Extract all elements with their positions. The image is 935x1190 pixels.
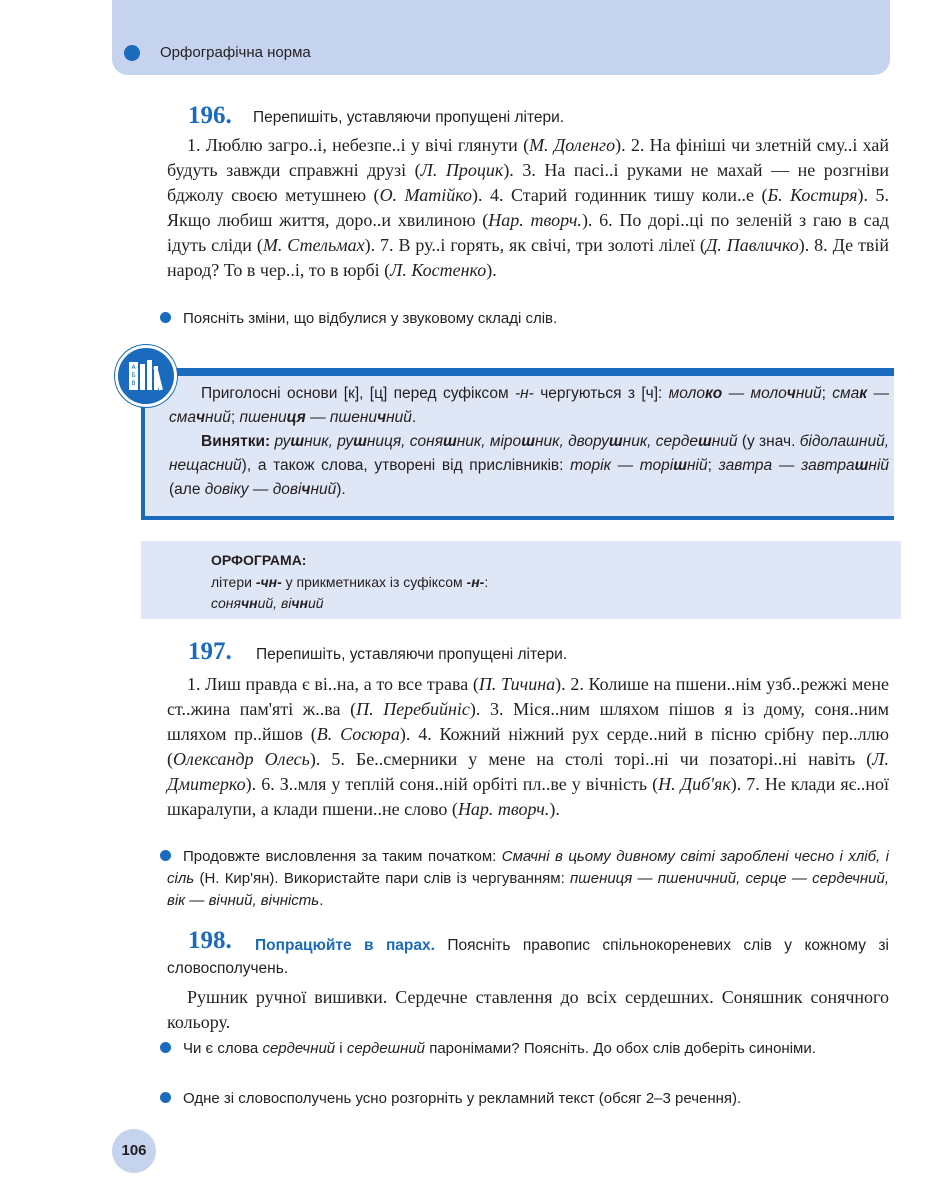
text-segment: ник, ру — [304, 433, 354, 450]
bullet-icon — [160, 850, 171, 861]
text-segment: Нар. творч. — [488, 210, 582, 230]
text-segment: Л. Процик — [420, 160, 504, 180]
text-segment: ш — [673, 457, 688, 474]
text-segment: ник, серде — [622, 433, 698, 450]
bullet-text — [167, 848, 889, 909]
text-segment: — — [867, 385, 889, 402]
text-segment: Смачні в цьому дивному світі зароблені чесно і хліб, і сіль — [167, 848, 890, 887]
exercise-196-text — [167, 133, 889, 283]
text-segment: (але — [169, 481, 205, 498]
exercise-198-number: 198. — [188, 927, 232, 954]
page-header — [112, 0, 890, 75]
exercise-198-task-text: Поясніть правопис спільнокореневих слів у кожному зі словосполучень. — [167, 937, 889, 977]
text-segment: моло — [750, 385, 787, 402]
text-segment: Н. Диб'як — [658, 774, 731, 794]
text-segment: ник, міро — [456, 433, 522, 450]
exercise-196-number: 196. — [188, 102, 232, 129]
exercise-198-bullet-1 — [167, 1038, 889, 1060]
text-segment: ний — [386, 409, 412, 426]
bullet-text — [183, 1040, 816, 1057]
text-segment: — — [772, 457, 802, 474]
text-segment: ві — [280, 595, 292, 611]
bullet-dot-icon — [124, 45, 140, 61]
orthogram-box — [141, 541, 901, 619]
exercise-196-bullet — [167, 308, 889, 330]
bullet-text: Поясніть зміни, що відбулися у звуковому складі слів. — [183, 310, 558, 327]
text-segment: сма — [832, 385, 860, 402]
text-segment: Винятки: — [201, 433, 271, 450]
text-segment: ). 2. Колише на пшени..нім узб..режжі мене ст..жина пам'яті ж..ва ( — [167, 674, 889, 719]
text-segment: ру — [274, 433, 291, 450]
page-number: 106 — [112, 1129, 156, 1173]
text-segment: ). 6. З..мля у теплій соня..ній орбіті пл..ве у вічність ( — [245, 774, 659, 794]
text-segment: сма — [169, 409, 196, 426]
orthogram-title: ОРФОГРАМА: — [211, 552, 307, 568]
exercise-197-bullet — [167, 846, 889, 912]
text-segment: ). 7. В ру..і горять, як свічі, три золоті лілеї ( — [364, 235, 706, 255]
text-segment: . — [319, 892, 324, 909]
bullet-text: Одне зі словосполучень усно розгорніть у рекламний текст (обсяг 2–3 речення). — [183, 1090, 742, 1107]
text-segment: ий — [308, 595, 324, 611]
text-segment: Д. Павличко — [705, 235, 799, 255]
text-segment: Нар. творч. — [457, 799, 550, 819]
exercise-197-task: Перепишіть, уставляючи пропущені літери. — [256, 646, 568, 663]
bullet-icon — [160, 312, 171, 323]
text-segment: ний — [711, 433, 738, 450]
text-segment: Чи є слова — [183, 1040, 263, 1057]
text-segment: Б. Костиря — [767, 185, 858, 205]
text-segment: 1. Люблю загро..і, небезпе..і у вічі глянути ( — [187, 135, 530, 155]
text-segment: ш — [854, 457, 869, 474]
text-segment: у прикметниках із суфіксом — [281, 574, 467, 590]
text-segment: -чн- — [255, 574, 282, 590]
text-segment: ч — [786, 385, 796, 402]
exercise-198-text: Рушник ручної вишивки. Сердечне ставлення до всіх сердешних. Соняшник сонячного кольору. — [167, 987, 889, 1032]
text-segment: ; — [821, 385, 833, 402]
exercise-198-task — [167, 934, 889, 980]
text-segment: чн — [291, 595, 308, 611]
text-segment: чергуються з [ч]: — [533, 385, 669, 402]
text-segment: дові — [272, 481, 302, 498]
text-segment: завтра — [801, 457, 855, 474]
text-segment: ко — [704, 385, 723, 402]
text-segment: пшениця — пшеничний, серце — сердечний, вік — вічний, вічність — [167, 870, 889, 909]
text-segment: моло — [668, 385, 705, 402]
text-segment: ш — [697, 433, 712, 450]
text-segment: (у знач. — [737, 433, 800, 450]
text-segment: ч — [377, 409, 387, 426]
section-title: Орфографічна норма — [160, 44, 311, 61]
text-segment: ш — [290, 433, 305, 450]
text-segment: ця — [286, 409, 306, 426]
text-segment: Л. Костенко — [390, 260, 487, 280]
text-segment: П. Тичина — [478, 674, 556, 694]
text-segment: ниця, соня — [366, 433, 443, 450]
text-segment: ). 6. По дорі..ці по зеленій з гаю в сад ідуть сліди ( — [167, 210, 889, 255]
text-segment: ш — [442, 433, 457, 450]
text-segment: М. Стельмах — [262, 235, 365, 255]
text-segment: -н- — [466, 574, 485, 590]
text-segment: ). 4. Кожний ніжний рух серде..ний в пісню срібну пер..ллю ( — [167, 724, 889, 769]
text-segment: . — [411, 409, 417, 426]
rule-paragraph-2 — [169, 430, 889, 502]
text-segment: О. Матійко — [379, 185, 473, 205]
text-segment: бідолашний, нещасний — [169, 433, 890, 474]
text-segment: ч — [301, 481, 311, 498]
text-segment: Л. Дмитерко — [167, 749, 889, 794]
text-segment: ; — [707, 457, 719, 474]
text-segment: паронімами? Поясніть. До обох слів доберіть синоніми. — [425, 1040, 816, 1057]
rule-text — [169, 382, 889, 502]
exercise-196-task: Перепишіть, уставляючи пропущені літери. — [253, 109, 565, 126]
rule-paragraph-1 — [169, 382, 889, 430]
text-segment: соня — [211, 595, 241, 611]
text-segment: ий — [257, 595, 274, 611]
text-segment: , — [273, 595, 281, 611]
orthogram-line-2 — [211, 595, 324, 611]
text-segment: — — [248, 481, 273, 498]
text-segment: ч — [196, 409, 206, 426]
text-segment: торік — [570, 457, 611, 474]
text-segment: ник, двору — [534, 433, 609, 450]
text-segment: ний — [795, 385, 822, 402]
text-segment: ). 2. На фініші чи злетній сму..і хай будуть завжди справжні друзі ( — [167, 135, 889, 180]
svg-text:В: В — [131, 380, 136, 387]
text-segment: -н- — [514, 385, 534, 402]
text-segment: ш — [353, 433, 367, 450]
text-segment: ). 4. Старий годинник тишу коли..е ( — [472, 185, 768, 205]
text-segment: ній — [868, 457, 890, 474]
text-segment: сердечний — [262, 1040, 336, 1057]
text-segment: Приголосні основи [к], [ц] перед суфіксом — [201, 385, 515, 402]
text-segment: торі — [639, 457, 674, 474]
text-segment: — — [610, 457, 640, 474]
book-shelf-icon — [115, 345, 177, 407]
text-segment: завтра — [718, 457, 773, 474]
text-segment: ). 5. Якщо любиш життя, доро..и хвилиною ( — [167, 185, 889, 230]
text-segment: ). 8. Де твій народ? То в чер..і, то в юрбі ( — [167, 235, 890, 280]
text-segment: Олександр Олесь — [173, 749, 310, 769]
exercise-198-bullet-2 — [167, 1088, 889, 1110]
bullet-icon — [160, 1092, 171, 1103]
text-segment: ). — [486, 260, 497, 280]
text-segment: сердешний — [346, 1040, 426, 1057]
text-segment: пшени — [239, 409, 287, 426]
text-segment: ). 7. Не клади яє..ної шкаралупи, а клади пшени..не слово ( — [167, 774, 889, 819]
bullet-icon — [160, 1042, 171, 1053]
orthogram-line-1 — [211, 574, 488, 590]
text-segment: — — [722, 385, 751, 402]
text-segment: ний — [310, 481, 337, 498]
exercise-197-number: 197. — [188, 638, 232, 665]
text-segment: В. Сосюра — [316, 724, 400, 744]
text-segment: : — [484, 574, 489, 590]
text-segment: ), а також слова, утворені від прислівників: — [241, 457, 571, 474]
text-segment: М. Доленго — [529, 135, 616, 155]
svg-text:Б: Б — [131, 372, 136, 379]
text-segment: довіку — [204, 481, 249, 498]
text-segment: (Н. Кир'ян). Використайте пари слів із чергуванням: — [194, 870, 571, 887]
text-segment: ). 5. Бе..смерники у мене на столі торі..ні чи позаторі..ні навіть ( — [309, 749, 873, 769]
text-segment: к — [859, 385, 868, 402]
text-segment: ). 3. Міся..ним шляхом пішов я із дому, соня..ним шляхом пр..йшов ( — [167, 699, 889, 744]
text-segment: ш — [521, 433, 535, 450]
text-segment: — — [305, 409, 330, 426]
exercise-198-highlight: Попрацюйте в парах. — [255, 937, 435, 954]
text-segment: ). — [549, 799, 560, 819]
text-segment: ній — [687, 457, 708, 474]
text-segment: ). 3. На пасі..і руками не махай — не розгніви бджолу своєю метушнею ( — [167, 160, 890, 205]
svg-text:А: А — [131, 364, 136, 371]
text-segment: літери — [211, 574, 256, 590]
text-segment: ). — [336, 481, 346, 498]
exercise-197-text — [167, 672, 889, 822]
text-segment: 1. Лиш правда є ві..на, а то все трава ( — [187, 674, 479, 694]
text-segment: ; — [230, 409, 240, 426]
text-segment: чн — [240, 595, 258, 611]
text-segment: Продовжте висловлення за таким початком: — [183, 848, 502, 865]
text-segment: ш — [608, 433, 623, 450]
text-segment: пшени — [329, 409, 378, 426]
text-segment: і — [335, 1040, 347, 1057]
text-segment: П. Перебийніс — [356, 699, 470, 719]
text-segment: ний — [205, 409, 231, 426]
